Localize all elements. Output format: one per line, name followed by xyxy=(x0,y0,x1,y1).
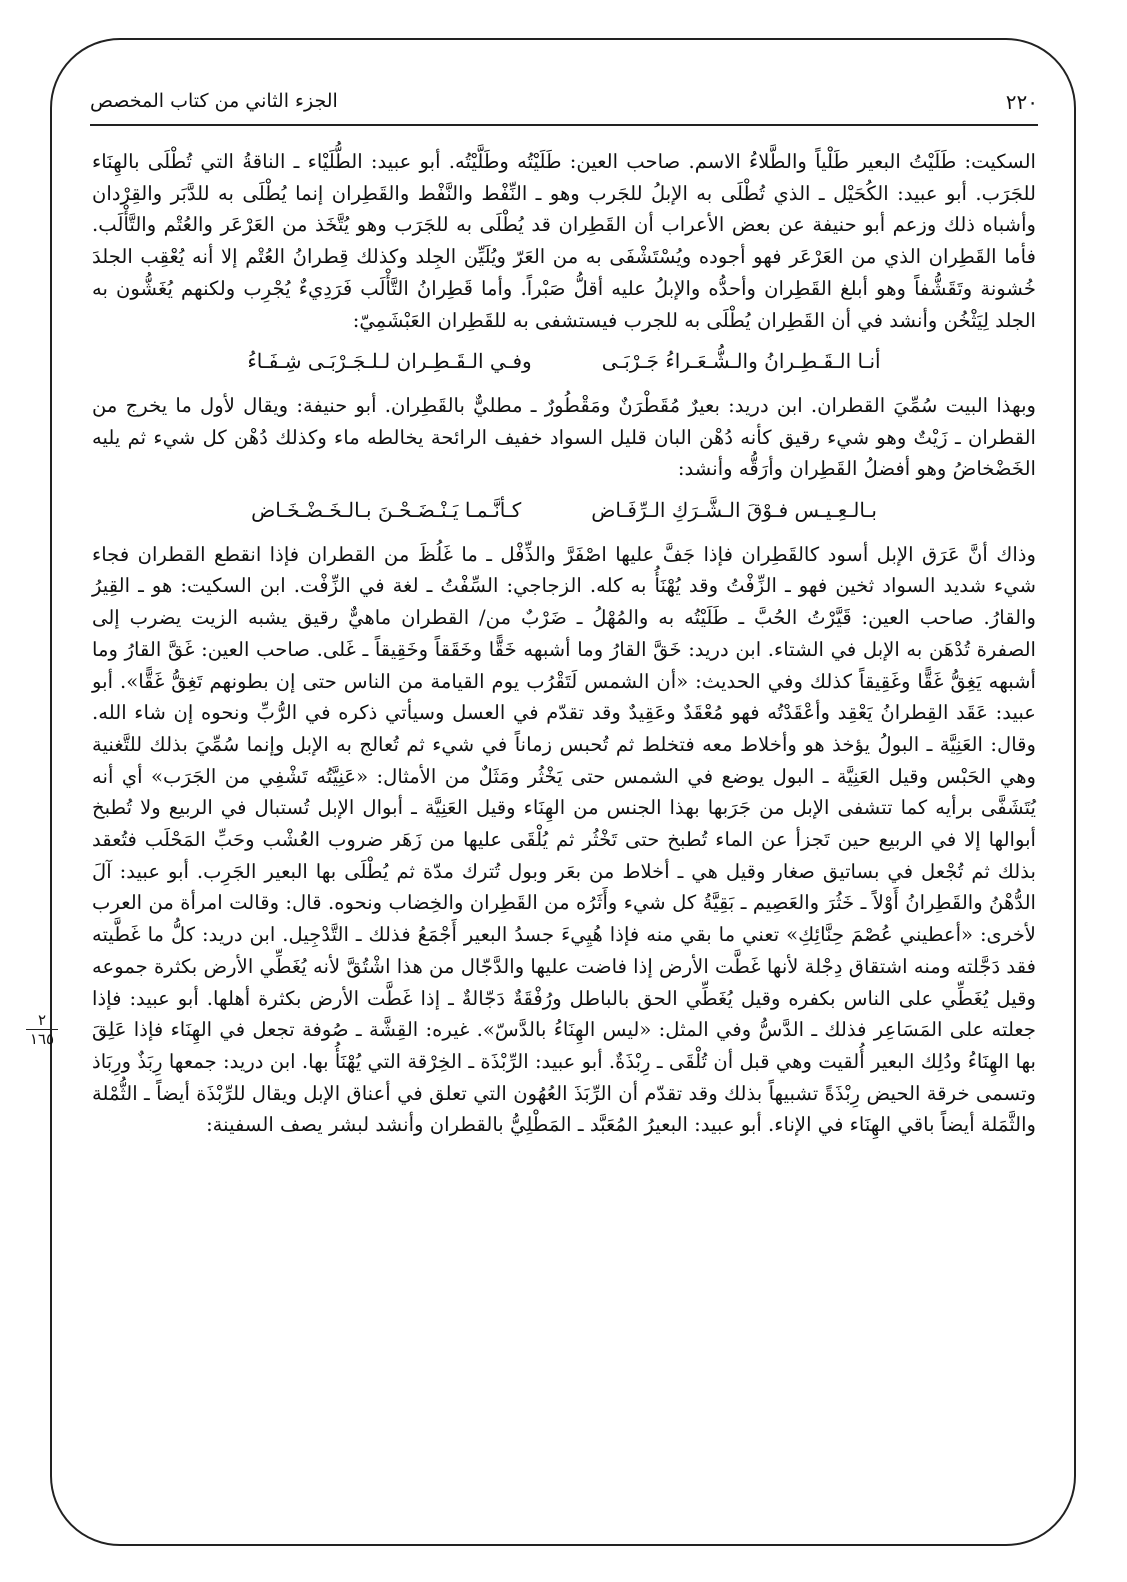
margin-note-top: ٢ xyxy=(37,1011,47,1029)
verse-2-first-hemistich: بـالـعِـيـس فـوْقَ الـشَّـرَكِ الـرِّفَـاض xyxy=(591,498,877,523)
verse-1-second-hemistich: وفـي الـقَـطِـران لـلـجَـرْبَـى شِـفَـاءُ xyxy=(247,349,532,374)
page-header xyxy=(90,86,1038,126)
verse-1-first-hemistich: أنـا الـقَـطِـرانُ والـشُّـعَـراءُ جَـرْبَـى xyxy=(601,349,881,374)
margin-folio-note xyxy=(22,1012,62,1047)
header-rule xyxy=(90,124,1038,126)
verse-1 xyxy=(92,346,1036,378)
paragraph-3: وذاك أنَّ عَرَق الإبل أسود كالقَطِران فإذا جَفَّ عليها اصْفَرَّ والذِّفْل ـ ما غَلُظَ من القطران فإذا انقطع القطران فجاء شيء شديد السواد ثخين فهو ـ الزِّفْتُ وقد يُهْنَأُ به كله. الزجاجي: السِّفْتُ ـ لغة في الزِّفْت. ابن السكيت: هو ـ القِيرُ والقارُ. صاحب العين: قَيَّرْتُ الحُبَّ ـ طَلَيْتُه به والمُهْلُ ـ ضَرْبٌ من/ القطران ماهيٌّ رقيق يشبه الزيت يضرب إلى الصفرة تُدْهَن به الإبل في الشتاء. ابن دريد: خَقَّ القارُ وما أشبهه خَقًّا وخَقَقاً وخَقِيقاً ـ غَلى. صاحب العين: غَقَّ القارُ وما أشبهه يَغِقُّ غَقًّا وغَقِيقاً كذلك وفي الحديث: «أن الشمس لَتَقْرُب يوم القيامة من الناس حتى إن بطونهم تَغِقُّ غَقًّا». أبو عبيد: عَقَد القِطرانُ يَعْقِد وأعْقَدْتُه فهو مُعْقَدٌ وعَقِيدٌ وقد تقدّم في العسل وسيأتي ذكره في الرُّبِّ ونحوه إن شاء الله. وقال: العَنِيَّة ـ البولُ يؤخذ هو وأخلاط معه فتخلط ثم تُحبس زماناً في شيء ثم تُعالج به الإبل وإنما سُمِّيَ بذلك للتَّغنية وهي الحَبْس وقيل العَنِيَّة ـ البول يوضع في الشمس حتى يَخْثُر ومَثَلٌ من الأمثال: «عَنِيَّتُه تَشْفِي من الجَرَب» أي أنه يُتَشَفَّى برأيه كما تتشفى الإبل من جَرَبها بهذا الجنس من الهِنَاء وقيل العَنِيَّة ـ أبوال الإبل تُستبال في الربيع ولا تُطبخ أبوالها إلا في الربيع حين تَجزأ عن الماء تُطبخ حتى تَخْثُر ثم يُلْقَى عليها من زَهَر ضروب العُشْب وحَبِّ المَحْلَب فتُعقد بذلك ثم تُجْعل في بساتيق صغار وقيل هي ـ أخلاط من بعَر وبول تُترك مدّة ثم يُطْلَى بها البعير الجَرِب. أبو عبيد: آلَ الدُّهْنُ والقَطِرانُ أَوْلاً ـ خَثُرَ والعَصِيم ـ بَقِيَّةُ كل شيء وأَثَرُه من القَطِران والخِضاب ونحوه. قال: وقالت امرأة من العرب لأخرى: «أعطيني عُصْمَ حِنَّائِكِ» تعني ما بقي منه فإذا هُيِيءَ جسدُ البعير أَجْمَعُ فذلك ـ التَّدْجِيل. ابن دريد: كلُّ ما غَطَّيته فقد دَجَّلته ومنه اشتقاق دِجْلة لأنها غَطَّت الأرض إذا فاضت عليها والدَّجّال من هذا اشْتُقَّ لأنه يُغَطِّي الأرض بكثرة جموعه وقيل يُغَطِّي على الناس بكفره وقيل يُغَطِّي الحق بالباطل ورُفْقَةٌ دَجّالةٌ ـ إذا غَطَّت الأرض بكثرة أهلها. أبو عبيد: فإذا جعلته على المَسَاعِر فذلك ـ الدَّسُّ وفي المثل: «ليس الهِنَاءُ بالدَّسّ». غيره: القِشَّة ـ صُوفة تجعل في الهِنَاء فإذا عَلِقَ بها الهِنَاءُ ودُلِك البعير أُلقيت وهي قبل أن تُلْقَى ـ رِبْذَةٌ. أبو عبيد: الرِّبْذَة ـ الخِرْقة التي يُهْنَأُ بها. ابن دريد: جمعها رِبَذٌ ورِبَاذ وتسمى خرقة الحيض رِبْذَةً تشبيهاً بذلك وقد تقدّم أن الرِّبَذَ العُهُون التي تعلق في أعناق الإبل ويقال للرِّبْذَة أيضاً ـ الثُّمْلة والثَّمَلة أيضاً باقي الهِنَاء في الإناء. أبو عبيد: البعيرُ المُعَبَّد ـ المَطْلِيُّ بالقطران وأنشد لبشر يصف السفينة: xyxy=(92,542,1036,1137)
paragraph-1: السكيت: طَلَيْتُ البعير طَلْياً والطَّلاءُ الاسم. صاحب العين: طَلَيْتُه وطَلَّيْتُه. أبو عبيد: الطُّلَيْاء ـ الناقةُ التي تُطْلَى بالهِنَاء للجَرَب. أبو عبيد: الكُحَيْل ـ الذي تُطْلَى به الإبلُ للجَرب وهو ـ النِّفْط والنَّفْط والقَطِران إنما يُطْلَى به للدَّبَر والقِرْدان وأشباه ذلك وزعم أبو حنيفة عن بعض الأعراب أن القَطِران قد يُطْلَى به للجَرَب وهو يُتَّخَذ من العَرْعَر والعُتْم والتَّأْلَب. فأما القَطِران الذي من العَرْعَر فهو أجوده ويُسْتَشْفَى به من العَرّ ويُلَيِّن الجِلد وكذلك قِطرانُ العُتْم إلا أنه يُعْقِب الجلدَ خُشونة وتَقَشُّفاً وهو أبلغ القَطِران وأحدُّه والإبلُ عليه أقلُّ صَبْراً. وأما قَطِرانُ التَّأْلَب فَرَدِيءٌ يُجْرِب ولكنهم يُغَشُّون به الجلد لِيَثْخُن وأنشد في أن القَطِران يُطْلَى به للجرب فيستشفى به للقَطِران العَبْشَمِيّ: xyxy=(92,150,1036,332)
page-number: ٢٢٠ xyxy=(1005,90,1038,114)
margin-note-bottom: ١٦٥ xyxy=(29,1030,55,1048)
main-text xyxy=(92,146,1036,1141)
paragraph-2: وبهذا البيت سُمِّيَ القطران. ابن دريد: بعيرٌ مُقَطْرَنٌ ومَقْطُورٌ ـ مطليٌّ بالقَطِران. أبو حنيفة: ويقال لأول ما يخرج من القطران ـ زَيْتٌ وهو شيء رقيق كأنه دُهْن البان قليل السواد خفيف الرائحة يخالطه ماء وكذلك دُهْن كل شيء ثم يليه الخَضْخاضُ وهو أفضلُ القَطِران وأرَقُّه وأنشد: xyxy=(92,393,1036,481)
verse-2 xyxy=(92,495,1036,527)
verse-2-second-hemistich: كـأنَّـمـا يَـنْـضَـحْـنَ بـالـخَـضْـخَـاض xyxy=(251,498,522,523)
running-title: الجزء الثاني من كتاب المخصص xyxy=(90,90,338,112)
